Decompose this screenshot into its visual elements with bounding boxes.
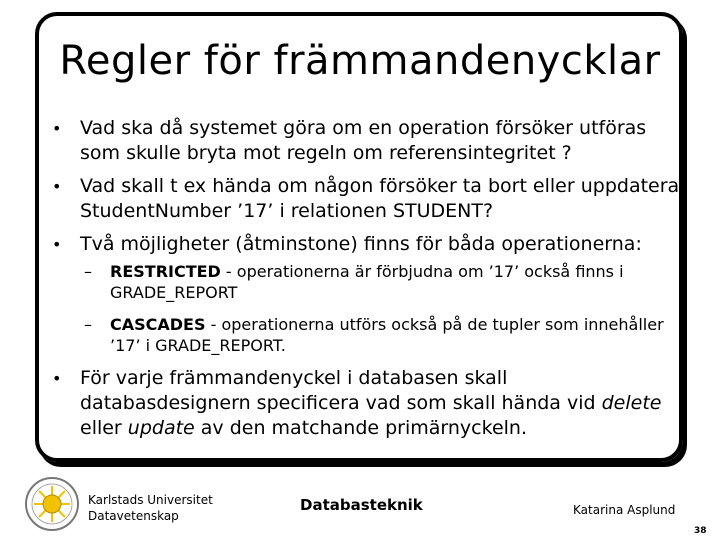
- dash-marker: –: [84, 262, 92, 281]
- bullet-marker: •: [52, 235, 62, 254]
- subbullet-cascades: [84, 314, 670, 356]
- update-term: update: [127, 417, 195, 439]
- bullet-4: [52, 366, 680, 441]
- cascades-text: - operationerna utförs också på de tupler som innehåller ’17’ i GRADE_REPORT.: [110, 315, 664, 355]
- footer-university: [88, 492, 213, 524]
- university-name: Karlstads Universitet: [88, 493, 213, 507]
- bullet-4-text-post: av den matchande primärnyckeln.: [194, 417, 527, 439]
- footer-author: Katarina Asplund: [573, 503, 676, 517]
- restricted-text: - operationerna är förbjudna om ’17’ också finns i GRADE_REPORT: [110, 262, 624, 302]
- bullet-2-text: Vad skall t ex hända om någon försöker ta bort eller uppdatera StudentNumber ’17’ i relationen STUDENT?: [80, 175, 680, 222]
- bullet-marker: •: [52, 119, 62, 138]
- restricted-term: RESTRICTED: [110, 262, 221, 281]
- bullet-3: [52, 232, 680, 257]
- bullet-marker: •: [52, 369, 62, 388]
- cascades-term: CASCADES: [110, 315, 206, 334]
- bullet-2: [52, 174, 680, 224]
- bullet-1: [52, 116, 680, 166]
- slide-title: Regler för främmandenycklar: [59, 38, 661, 84]
- delete-term: delete: [601, 392, 662, 414]
- bullet-3-text: Två möjligheter (åtminstone) finns för båda operationerna:: [80, 233, 642, 255]
- dash-marker: –: [84, 315, 92, 334]
- university-logo-icon: [24, 476, 80, 532]
- department-name: Datavetenskap: [88, 509, 179, 523]
- bullet-1-text: Vad ska då systemet göra om en operation försöker utföras som skulle bryta mot regeln om referensintegritet ?: [80, 117, 647, 164]
- footer-course: Databasteknik: [300, 496, 423, 514]
- bullet-4-text-mid: eller: [80, 417, 128, 439]
- bullet-4-text-pre: För varje främmandenyckel i databasen skall databasdesignern specificera vad som skall hända vid: [80, 367, 602, 414]
- bullet-marker: •: [52, 177, 62, 196]
- page-number: 38: [694, 526, 707, 536]
- subbullet-restricted: [84, 261, 670, 303]
